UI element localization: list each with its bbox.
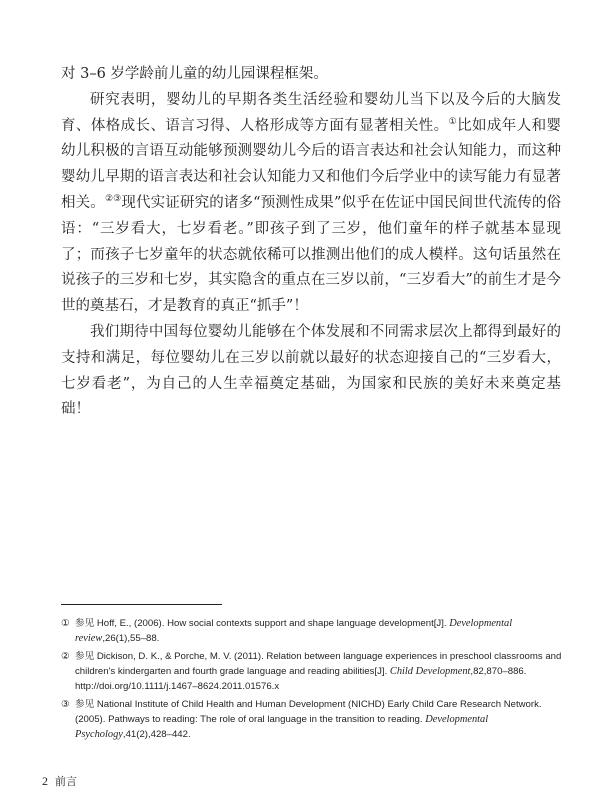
footnote-ref-1[interactable]: ①: [448, 116, 458, 127]
footnote-citation: 参见 National Institute of Child Health and Human Development (NICHD) Early Child Care Research Network. (2005). Pathways to reading: The role of oral language in the transition to reading.: [75, 698, 542, 726]
paragraph-2-part-1: 研究表明，婴幼儿的早期各类生活经验和婴幼儿当下以及今后的大脑发育、体格成长、语言习得、人格形成等方面有显著相关性。: [61, 91, 561, 134]
footnote-text: [75, 649, 563, 695]
paragraph-3: 我们期待中国每位婴幼儿能够在个体发展和不同需求层次上都得到最好的支持和满足，每位婴幼儿在三岁以前就以最好的状态迎接自己的“三岁看大，七岁看老”，为自己的人生幸福奠定基础，为国家和民族的美好未来奠定基础！: [61, 323, 561, 418]
paragraph-2-part-3: 现代实证研究的诸多“预测性成果”似乎在佐证中国民间世代流传的俗语：“三岁看大，七岁看老。”即孩子到了三岁，他们童年的样子就基本显现了；而孩子七岁童年的状态就依稀可以推测出他们的成人模样。这句话虽然在说孩子的三岁和七岁，其实隐含的重点在三岁以前，“三岁看大”的前生才是今世的奠基石，才是教育的真正“抓手”！: [61, 194, 562, 315]
footnote-journal: Developmental review: [75, 618, 513, 645]
paragraph-2: [61, 88, 561, 320]
page-footer: [42, 773, 77, 789]
footnote-divider: [61, 604, 222, 605]
page-number: 2: [42, 774, 48, 788]
footnote-1: [61, 616, 563, 647]
footnotes: [61, 616, 563, 745]
footnote-text: [75, 616, 563, 647]
footnote-volume: ,26(1),55–88.: [102, 633, 160, 645]
footnote-ref-2-3[interactable]: ②③: [104, 193, 122, 204]
paragraph-2-part-2: 比如成年人和婴幼儿积极的言语互动能够预测婴幼儿今后的语言表达和社会认知能力，而这种婴幼儿早期的语言表达和社会认知能力又和他们今后学业中的读写能力有显著相关。: [61, 117, 562, 211]
footnote-3: [61, 697, 563, 743]
footnote-2: [61, 649, 563, 695]
footnote-journal: Developmental Psychology: [75, 714, 489, 741]
footnote-citation: 参见 Hoff, E., (2006). How social contexts support and shape language development[J].: [75, 618, 450, 629]
footnote-journal: Child Development: [389, 666, 471, 678]
footnote-volume: ,82,870–886. http://doi.org/10.1111/j.1467–8624.2011.01576.x: [75, 666, 527, 693]
section-title: 前言: [55, 775, 77, 788]
footnote-volume: ,41(2),428–442.: [122, 729, 191, 741]
footnote-mark: ②: [61, 650, 70, 662]
footnote-text: [75, 697, 563, 743]
paragraph-1: 对 3–6 岁学龄前儿童的幼儿园课程框架。: [61, 66, 328, 82]
footnote-mark: ③: [61, 698, 70, 710]
footnote-citation: 参见 Dickison, D. K., & Porche, M. V. (2011). Relation between language experiences in preschool classrooms and children's kindergarten and fourth grade language and reading abilities[J].: [75, 650, 562, 678]
body-text: [61, 62, 561, 423]
footnote-mark: ①: [61, 618, 70, 629]
